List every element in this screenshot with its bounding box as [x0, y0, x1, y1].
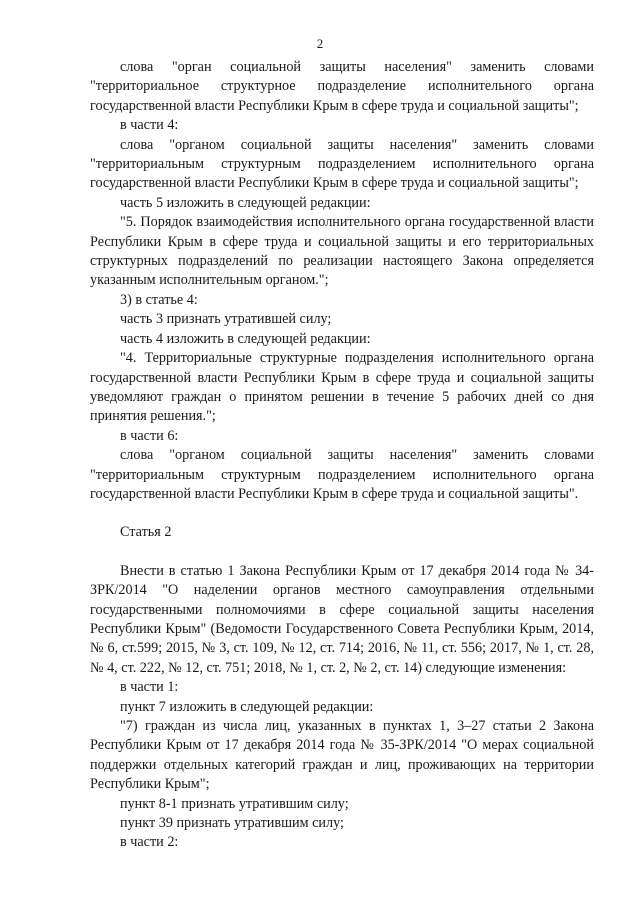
spacer: [90, 504, 594, 523]
paragraph: пункт 8-1 признать утратившим силу;: [120, 795, 349, 812]
paragraph: "5. Порядок взаимодействия исполнительного органа государственной власти Республики Крым в сфере труда и социальной защиты и его территориальных структурных подразделений по реализации настоящего Закона определяется указанным исполнительным органом.";: [90, 214, 594, 289]
page-number: 2: [316, 36, 324, 51]
spacer: [90, 543, 594, 562]
paragraph: часть 4 изложить в следующей редакции:: [120, 330, 371, 347]
paragraph: 3) в статье 4:: [120, 291, 198, 308]
paragraph: слова "органом социальной защиты населения" заменить словами "территориальным структурным подразделением исполнительного органа государственной власти Республики Крым в сфере труда и социальной защиты".: [90, 447, 594, 502]
paragraph: "7) граждан из числа лиц, указанных в пунктах 1, 3–27 статьи 2 Закона Республики Крым от 17 декабря 2014 года № 35-ЗРК/2014 "О мерах социальной поддержки отдельных категорий граждан и лиц, проживающих на территории Республики Крым";: [90, 718, 594, 793]
paragraph: в части 6:: [120, 427, 179, 444]
paragraph: пункт 7 изложить в следующей редакции:: [120, 698, 374, 715]
paragraph: в части 2:: [120, 834, 179, 851]
paragraph: слова "органом социальной защиты населения" заменить словами "территориальным структурным подразделением исполнительного органа государственной власти Республики Крым в сфере труда и социальной защиты";: [90, 136, 594, 192]
paragraph: в части 1:: [120, 679, 179, 696]
paragraph: пункт 39 признать утратившим силу;: [120, 815, 344, 832]
article-heading: Статья 2: [120, 524, 172, 541]
paragraph: в части 4:: [120, 117, 179, 134]
paragraph: "4. Территориальные структурные подразделения исполнительного органа государственной власти Республики Крым в сфере труда и социальной защиты уведомляют граждан о принятом решении в течение 5 рабочих дней со дня принятия решения.";: [90, 350, 594, 425]
paragraph: слова "орган социальной защиты населения" заменить словами "территориальное структурное подразделение исполнительного органа государственной власти Республики Крым в сфере труда и социальной защиты";: [90, 59, 594, 114]
paragraph: часть 3 признать утратившей силу;: [120, 311, 332, 328]
paragraph: Внести в статью 1 Закона Республики Крым от 17 декабря 2014 года № 34-ЗРК/2014 "О наделении органов местного самоуправления отдельными государственными полномочиями в сфере социальной защиты населения Республики Крым" (Ведомости Государственного Совета Республики Крым, 2014, № 6, ст.599; 2015, № 3, ст. 109, № 12, ст. 714; 2016, № 11, ст. 556; 2017, № 1, ст. 28, № 4, ст. 222, № 12, ст. 751; 2018, № 1, ст. 2, № 2, ст. 14) следующие изменения:: [90, 562, 594, 676]
paragraph: часть 5 изложить в следующей редакции:: [120, 194, 371, 211]
